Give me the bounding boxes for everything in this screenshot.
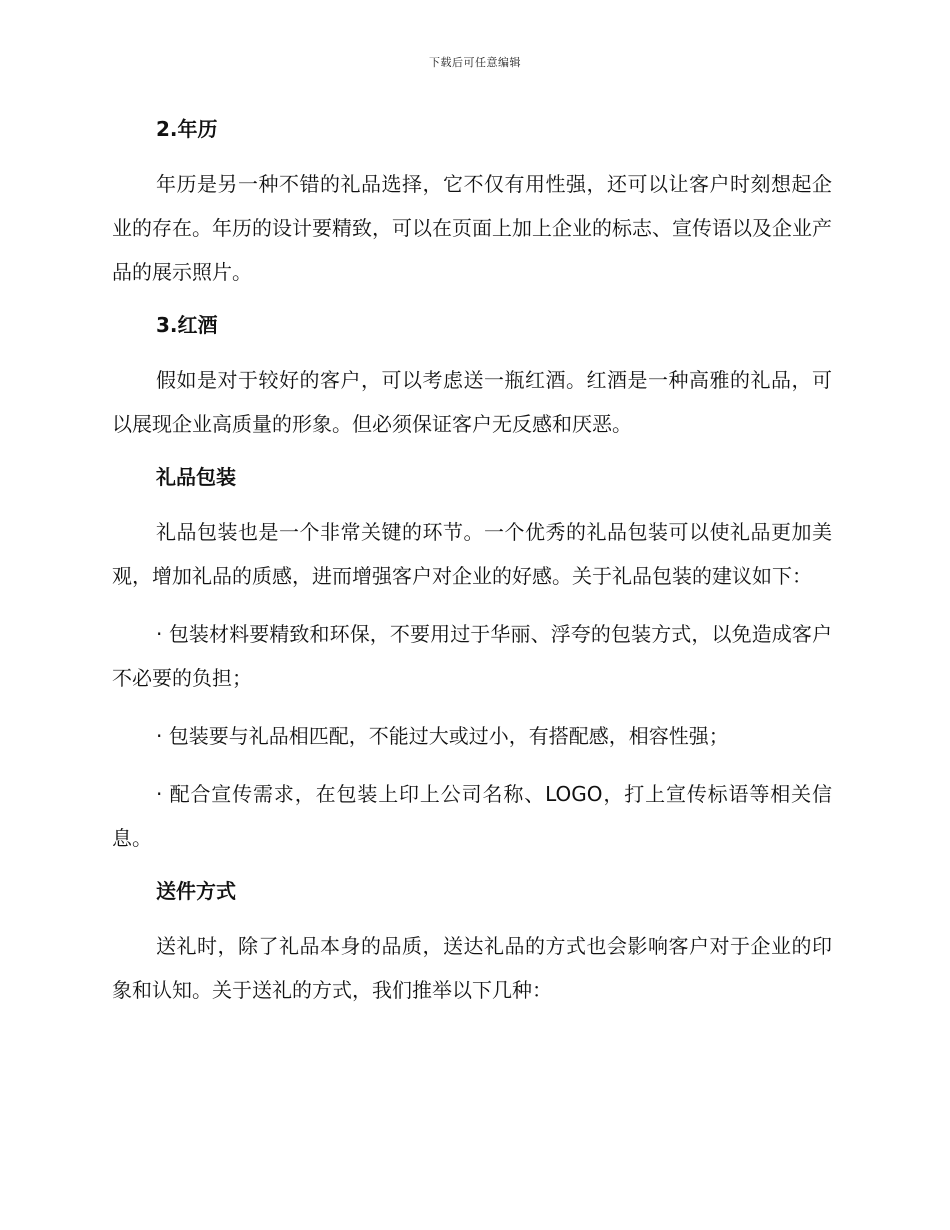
bullet-item: · 包装材料要精致和环保，不要用过于华丽、浮夸的包装方式，以免造成客户不必要的负担； — [112, 622, 832, 690]
paragraph-wine: 假如是对于较好的客户，可以考虑送一瓶红酒。红酒是一种高雅的礼品，可以展现企业高质量的形象。但必须保证客户无反感和厌恶。 — [112, 368, 832, 436]
paragraph-packaging: 礼品包装也是一个非常关键的环节。一个优秀的礼品包装可以使礼品更加美观，增加礼品的质感，进而增强客户对企业的好感。关于礼品包装的建议如下： — [112, 520, 832, 588]
section-heading-delivery: 送件方式 — [156, 879, 236, 903]
paragraph-delivery: 送礼时，除了礼品本身的品质，送达礼品的方式也会影响客户对于企业的印象和认知。关于送礼的方式，我们推举以下几种： — [112, 934, 832, 1002]
section-heading-packaging: 礼品包装 — [156, 465, 236, 489]
section-heading-wine: 3.红酒 — [156, 313, 218, 337]
bullet-item: · 包装要与礼品相匹配，不能过大或过小，有搭配感，相容性强； — [156, 724, 729, 748]
document-body — [112, 112, 832, 1026]
section-heading-calendar: 2.年历 — [156, 117, 218, 141]
bullet-item: · 配合宣传需求，在包装上印上公司名称、LOGO，打上宣传标语等相关信息。 — [112, 782, 832, 850]
page-header: 下载后可任意编辑 — [429, 56, 521, 69]
paragraph-calendar: 年历是另一种不错的礼品选择，它不仅有用性强，还可以让客户时刻想起企业的存在。年历的设计要精致，可以在页面上加上企业的标志、宣传语以及企业产品的展示照片。 — [112, 172, 832, 284]
